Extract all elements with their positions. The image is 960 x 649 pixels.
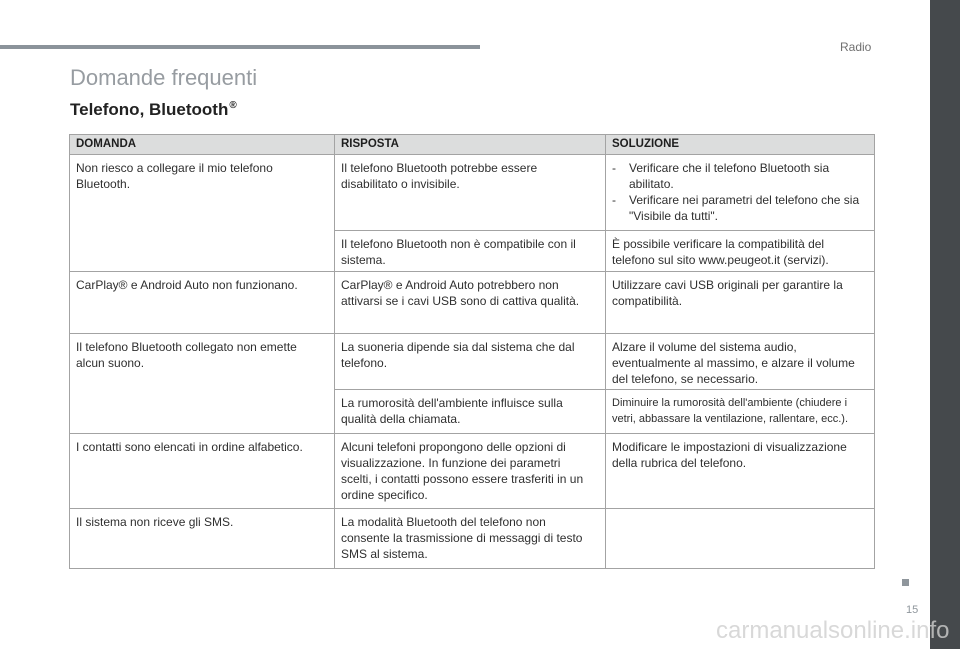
solution-text: Modificare le impostazioni di visualizzazione della rubrica del telefono. xyxy=(612,440,847,470)
subtitle-text: Telefono, Bluetooth xyxy=(70,100,229,119)
section-subtitle xyxy=(70,99,237,124)
list-dash: - xyxy=(612,193,616,207)
column-header-question: DOMANDA xyxy=(70,135,335,155)
question-text: I contatti sono elencati in ordine alfabetico. xyxy=(76,440,303,454)
answer-cell xyxy=(335,231,606,272)
question-text: Non riesco a collegare il mio telefono Bluetooth. xyxy=(76,161,273,191)
table-row xyxy=(70,434,875,509)
answer-text: La rumorosità dell'ambiente influisce sulla qualità della chiamata. xyxy=(341,396,563,426)
solution-cell xyxy=(606,390,875,434)
answer-cell xyxy=(335,272,606,334)
column-header-solution: SOLUZIONE xyxy=(606,135,875,155)
page-number: 15 xyxy=(906,604,919,616)
solution-list-item xyxy=(612,160,864,192)
faq-table xyxy=(69,134,875,569)
solution-cell xyxy=(606,155,875,231)
solution-text: Diminuire la rumorosità dell'ambiente (chiudere i vetri, abbassare la ventilazione, rallentare, ecc.). xyxy=(612,397,849,425)
question-text: CarPlay® e Android Auto non funzionano. xyxy=(76,278,298,292)
answer-text: Alcuni telefoni propongono delle opzioni di visualizzazione. In funzione dei parametri scelti, i contatti possono essere trasferiti in un ordine specifico. xyxy=(341,440,584,502)
solution-item-text: Verificare che il telefono Bluetooth sia abilitato. xyxy=(629,161,830,191)
answer-text: CarPlay® e Android Auto potrebbero non attivarsi se i cavi USB sono di cattiva qualità. xyxy=(341,278,580,308)
solution-list-item xyxy=(612,192,864,224)
question-cell xyxy=(70,155,335,272)
watermark: carmanualsonline.info xyxy=(716,617,950,644)
table-row xyxy=(70,334,875,390)
solution-item-text: Verificare nei parametri del telefono che sia "Visibile da tutti". xyxy=(629,193,860,223)
solution-cell xyxy=(606,231,875,272)
solution-list xyxy=(612,160,864,224)
solution-text: Utilizzare cavi USB originali per garantire la compatibilità. xyxy=(612,278,843,308)
page-marker-square xyxy=(902,579,909,586)
question-text: Il sistema non riceve gli SMS. xyxy=(76,515,234,529)
answer-cell xyxy=(335,334,606,390)
page-title: Domande frequenti xyxy=(70,65,258,90)
answer-cell xyxy=(335,509,606,569)
question-cell xyxy=(70,334,335,434)
header-accent-bar xyxy=(0,45,480,49)
answer-text: Il telefono Bluetooth non è compatibile con il sistema. xyxy=(341,237,576,267)
solution-cell-empty xyxy=(606,509,875,569)
solution-text: È possibile verificare la compatibilità del telefono sul sito www.peugeot.it (servizi). xyxy=(612,237,829,267)
solution-text: Alzare il volume del sistema audio, eventualmente al massimo, e alzare il volume del telefono, se necessario. xyxy=(612,340,855,386)
column-header-answer: RISPOSTA xyxy=(335,135,606,155)
question-cell xyxy=(70,272,335,334)
solution-cell xyxy=(606,272,875,334)
list-dash: - xyxy=(612,161,616,175)
table-row xyxy=(70,155,875,231)
table-row xyxy=(70,272,875,334)
table-header-row xyxy=(70,135,875,155)
question-cell xyxy=(70,434,335,509)
question-cell xyxy=(70,509,335,569)
answer-cell xyxy=(335,390,606,434)
answer-cell xyxy=(335,155,606,231)
answer-text: La modalità Bluetooth del telefono non consente la trasmissione di messaggi di testo SMS al sistema. xyxy=(341,515,583,561)
section-label: Radio xyxy=(840,40,872,54)
table-row xyxy=(70,509,875,569)
question-text: Il telefono Bluetooth collegato non emette alcun suono. xyxy=(76,340,297,370)
solution-cell xyxy=(606,434,875,509)
registered-mark: ® xyxy=(229,100,237,111)
answer-cell xyxy=(335,434,606,509)
answer-text: La suoneria dipende sia dal sistema che dal telefono. xyxy=(341,340,575,370)
solution-cell xyxy=(606,334,875,390)
answer-text: Il telefono Bluetooth potrebbe essere disabilitato o invisibile. xyxy=(341,161,538,191)
page-edge-strip xyxy=(930,0,960,649)
